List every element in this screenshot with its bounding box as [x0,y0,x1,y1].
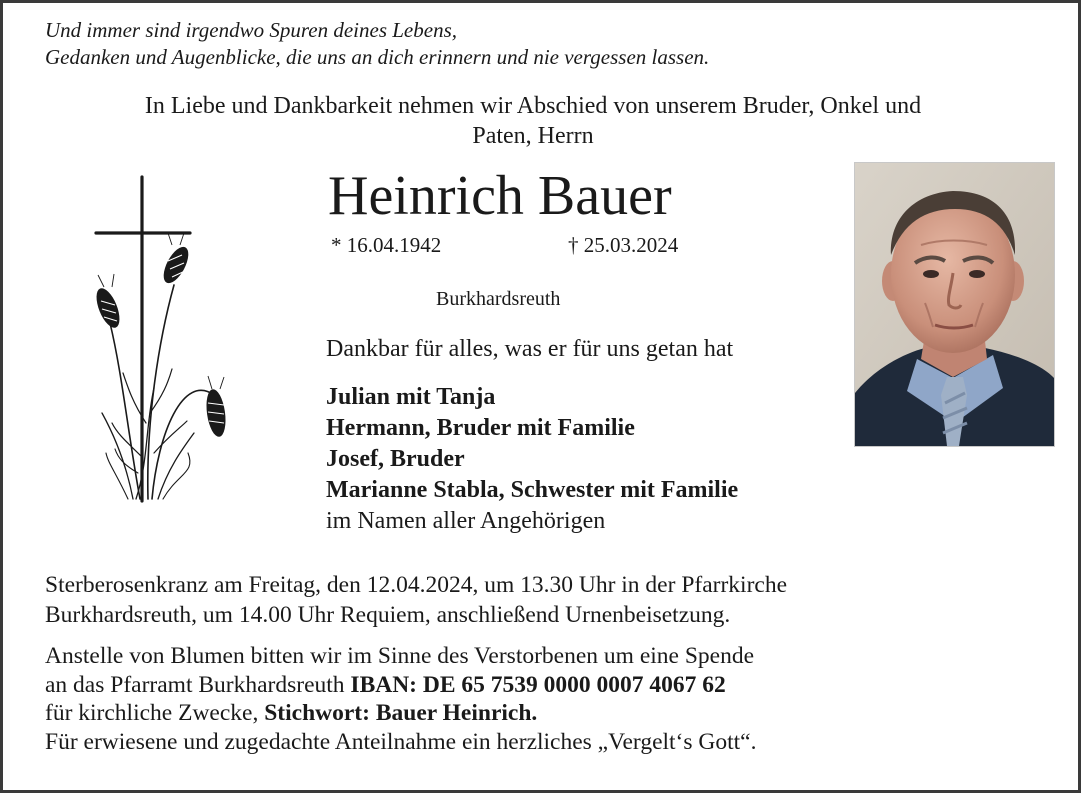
motto-line-1: Und immer sind irgendwo Spuren deines Lebens, [45,18,457,42]
motto-line-2: Gedanken und Augenblicke, die uns an dich erinnern und nie vergessen lassen. [45,45,710,69]
mourners-list [326,382,738,537]
iban-number: IBAN: DE 65 7539 0000 0007 4067 62 [350,671,726,698]
intro-line-2: Paten, Herrn [472,123,594,149]
intro-text [43,91,1023,151]
mourner-name: Josef, Bruder [326,446,465,472]
service-line-1: Sterberosenkranz am Freitag, den 12.04.2024, um 13.30 Uhr in der Pfarrkirche [45,572,788,598]
death-date: † 25.03.2024 [568,233,679,257]
donation-line-3 [45,699,756,728]
thanks-line: Dankbar für alles, was er für uns getan hat [326,336,734,362]
donation-recipient: an das Pfarramt Burkhardsreuth [45,671,351,698]
motto-quote [45,17,1045,71]
deceased-name: Heinrich Bauer [328,165,672,227]
donation-line-2 [45,671,756,700]
donation-keyword: Stichwort: Bauer Heinrich. [264,700,538,726]
mourner-name: Julian mit Tanja [326,384,496,410]
cross-with-wheat-icon [88,173,238,505]
donation-purpose: für kirchliche Zwecke, [45,700,265,726]
intro-line-1: In Liebe und Dankbarkeit nehmen wir Abschied von unserem Bruder, Onkel und [144,93,922,119]
portrait-photo [854,162,1055,447]
service-info [45,570,787,630]
hometown: Burkhardsreuth [436,288,561,310]
mourner-name: Hermann, Bruder mit Familie [326,415,635,441]
service-line-2: Burkhardsreuth, um 14.00 Uhr Requiem, anschließend Urnenbeisetzung. [45,602,731,628]
mourners-closing: im Namen aller Angehörigen [326,508,606,534]
gratitude-line: Für erwiesene und zugedachte Anteilnahme ein herzliches „Vergelt‘s Gott“. [45,728,757,755]
birth-date: * 16.04.1942 [331,233,442,257]
donation-info [45,642,756,756]
donation-line-1: Anstelle von Blumen bitten wir im Sinne des Verstorbenen um eine Spende [45,643,755,669]
mourner-name: Marianne Stabla, Schwester mit Familie [326,477,739,503]
